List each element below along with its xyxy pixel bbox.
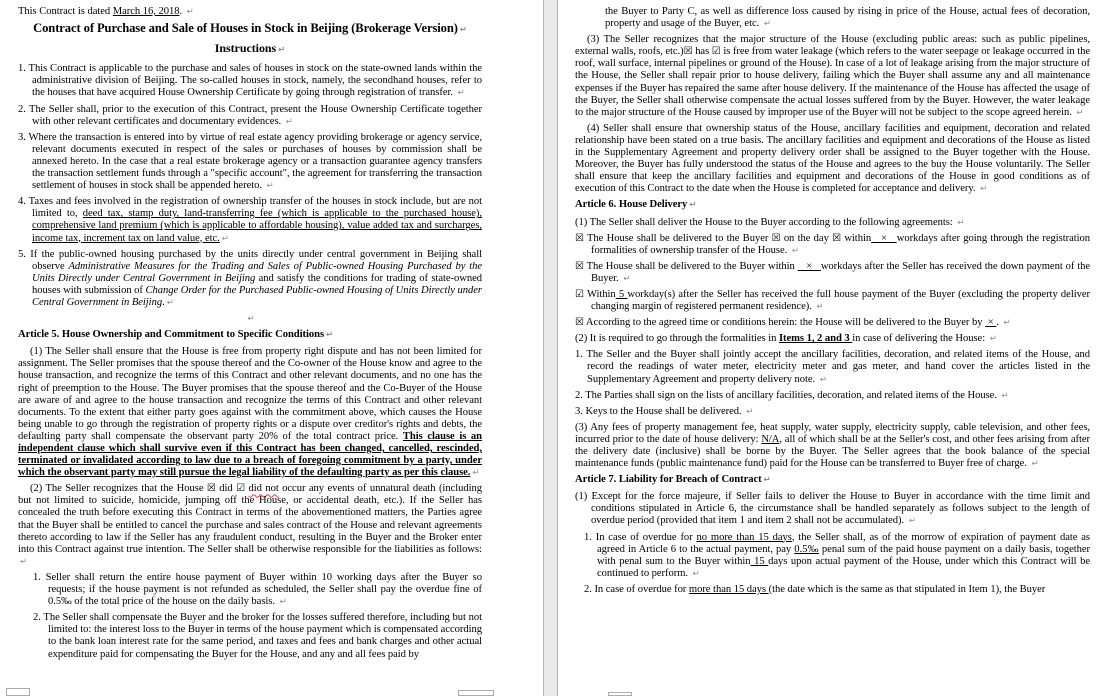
text-run: Administrative Measures for the Trading and Sales of Public-owned Housing Purchased by the Units Directly under Central Government in Beijing <box>32 260 482 284</box>
paragraph-mark-icon: ↵ <box>247 314 255 325</box>
paragraph-mark-icon: ↵ <box>326 330 334 341</box>
text-run: Article 5. House Ownership and Commitment to Specific Conditions <box>18 329 325 341</box>
page-gap <box>543 0 558 696</box>
text-run: on the day <box>780 232 833 244</box>
clause-5-2 <box>18 483 482 568</box>
paragraph-mark-icon: ↵ <box>1003 318 1011 329</box>
text-run: , the Seller shall, as of the morrow of expiration of payment date as agreed in Article 6 to the actual payment, pay <box>597 531 1090 555</box>
text-run: 1. The Seller and the Buyer shall jointly accept the ancillary facilities, decoration, and related items of the House, and record the readings of water meter, electricity meter and gas meter, and hand cover the articles listed in the Supplementary Agreement and property delivery note. <box>575 349 1090 385</box>
paragraph-mark-icon: ↵ <box>689 200 697 211</box>
text-run: × <box>797 260 821 272</box>
page-left[interactable] <box>0 0 543 696</box>
text-run: deed tax, stamp duty, land-transferring fee (which is applicable to the purchased house), comprehensive land premium (which is applicable to affordable housing), value added tax and surcharges, income tax, increment tax on land value, etc. <box>32 208 482 244</box>
text-run: The House shall be delivered to the Buyer within <box>583 260 798 272</box>
paragraph-mark-icon: ↵ <box>221 233 229 244</box>
text-run: This Contract is dated <box>18 6 113 17</box>
liability-sub-item-2 <box>33 612 482 660</box>
paragraph-mark-icon: ↵ <box>957 217 965 228</box>
text-run: has <box>692 46 712 58</box>
text-run: within <box>841 232 872 244</box>
text-run: 4. Taxes and fees involved in the registration of ownership transfer of the houses in stock include, but are not limited to, <box>18 196 482 220</box>
overdue-item-1 <box>584 532 1090 580</box>
clause-5-4 <box>575 123 1090 196</box>
text-run: 1. Seller shall return the entire house payment of Buyer within 10 working days after the Buyer so requests; if the house payment is not refunded as scheduled, the Seller shall pay the overdue fine of 0.5‰ of the total price of the house on the daily basis. <box>33 571 482 608</box>
paragraph-mark-icon: ↵ <box>459 25 467 36</box>
text-run: is free from water leakage (which refers to the water seepage or leakage occurred in the roof, wall surface, internal pipelines or ground of the House). In case of a lot of leakage arising from the major structure of the House, the Seller shall repair prior to house delivery, failing which the Buyer shall assume any and all maintenance expenses if the Buyer has repaired the same after house delivery. If the maintenance of the House has affected the usage of the Buyer, the Seller shall otherwise compensate the actual losses suffered from by the Buyer. However, the water leakage to the major structure of the House caused by improper use of the Buyer will not be subject to the scope agreed herein. <box>575 46 1090 118</box>
checkbox-check-icon[interactable]: ☑ <box>236 483 246 495</box>
text-run: (2) The Seller recognizes that the House <box>30 483 207 495</box>
text-run: 1. In case of overdue for <box>584 531 697 543</box>
text-run: Items 1, 2 and 3 <box>778 333 853 345</box>
text-run: Contract of Purchase and Sale of Houses in Stock in Beijing (Brokerage Version) <box>33 21 458 36</box>
clause-5-1 <box>18 346 482 479</box>
delivery-option-4 <box>575 317 1090 329</box>
text-run: did not <box>248 483 279 495</box>
checkbox-check-icon[interactable]: ☑ <box>711 46 721 58</box>
instruction-item-1 <box>18 63 482 99</box>
checkbox-x-icon[interactable]: ☒ <box>832 232 842 244</box>
delivery-option-3 <box>575 289 1090 313</box>
text-run: workday(s) after the Seller has received the full house payment of the Buyer (excluding the property deliver changing margin of registered permanent residence). <box>591 288 1090 313</box>
text-run: Article 7. Liability for Breach of Contract <box>575 474 762 486</box>
clause-5-3 <box>575 34 1090 119</box>
paragraph-mark-icon: ↵ <box>278 45 286 56</box>
text-run: According to the agreed time or conditions herein: the House will be delivered to the Buyer by <box>583 317 986 329</box>
footer-frame-fragment <box>6 688 30 696</box>
text-run: 2. The Parties shall sign on the lists of ancillary facilities, decoration, and related items of the House. <box>575 389 1000 401</box>
text-run: × <box>985 317 997 329</box>
text-run: 15 <box>750 555 769 567</box>
paragraph-mark-icon: ↵ <box>266 181 274 192</box>
checkbox-x-icon[interactable]: ☒ <box>206 483 216 495</box>
instructions-title <box>18 42 482 56</box>
text-run: 2. The Seller shall compensate the Buyer and the broker for the losses suffered therefore, including but not limited to: the interest loss to the Buyer in terms of the house payment which is compensated according to the bank loan interest rate for the same period, and taxes and fees and bank charges and other actual expenditure paid for compensating the Buyer for the House, and any and all fees paid by <box>33 612 482 660</box>
text-run: March 16, 2018 <box>112 6 180 17</box>
paragraph-mark-icon: ↵ <box>1001 390 1009 401</box>
text-run: (1) The Seller shall deliver the House to the Buyer according to the following agreements: <box>575 216 956 228</box>
clause-6-3 <box>575 422 1090 470</box>
paragraph-mark-icon: ↵ <box>186 7 194 17</box>
text-run: (1) The Seller shall ensure that the House is free from property right dispute and has not been limited for assignment. The Seller promises that the spouse thereof and the Co-owner of the House know and agree to the house transaction, and recognize the terms of this Contract and other relevant documents, and no one has the right of preemption to the House. The Buyer promises that the spouse thereof and the Co-Buyer of the House are aware of and agree to the house transaction and recognize the terms of this Contract and other relevant documents. To the extent that either party goes against with the commitment above, which causes the House being unable to go through the registration of property rights or a dispute over creditor's rights and debts, the defaulting party shall compensate the observant party 20% of the total contract price. <box>18 346 482 442</box>
instruction-item-3 <box>18 132 482 192</box>
date-line <box>18 6 482 18</box>
checkbox-x-icon[interactable]: ☒ <box>575 260 584 272</box>
text-run: N/A <box>761 433 780 445</box>
formality-item-3 <box>575 406 1090 418</box>
checkbox-x-icon[interactable]: ☒ <box>575 317 584 329</box>
paragraph-mark-icon: ↵ <box>763 19 771 30</box>
article-7-heading <box>575 474 1090 486</box>
text-run: 3. Keys to the House shall be delivered. <box>575 405 745 417</box>
footer-frame-fragment <box>608 692 632 696</box>
paragraph-mark-icon: ↵ <box>1031 459 1039 470</box>
text-run: (1) Except for the force majeure, if Seller fails to deliver the House to Buyer in accordance with the time limit and conditions stipulated in Article 6, the circumstance shall be handled separately as follows subject to the length of overdue period (provided that item 1 and item 2 shall not be accumulated). <box>575 491 1090 527</box>
article-5-heading <box>18 329 482 341</box>
text-run: Article 6. House Delivery <box>575 199 688 211</box>
paragraph-mark-icon: ↵ <box>285 116 293 127</box>
clause-7-1 <box>575 491 1090 527</box>
text-run: 5. If the public-owned housing purchased by the units directly under central government in Beijing shall observe <box>18 248 482 272</box>
text-run: (3) Any fees of property management fee, heat supply, water supply, electricity supply, cable television, and other fees, incurred prior to the date of house delivery: <box>575 421 1090 445</box>
text-run: Instructions <box>214 41 277 56</box>
text-run: occur any events of unnatural death (including but not limited to suicide, homicide, jumping off the House, or accidental death, etc.). If the Seller has concealed the truth before executing this Contract in terms of the abovementioned matters, the Parties agree that the Buyer shall be entitled to cancel the purchase and sales contract of the House and relevant agreements thereto according to law if the Seller has any fraudulent conduct, resulting in the Buyer and the Broker enter into this Contract against true intention. The Seller shall be otherwise responsible for the liabilities as follows: <box>18 483 483 555</box>
text-run: penal sum of the paid house payment on a daily basis, together with penal sum to the Buyer within <box>597 543 1090 567</box>
formality-item-1 <box>575 349 1090 385</box>
text-run: 2. The Seller shall, prior to the execution of this Contract, present the House Ownership Certificate together with other relevant certificates and documentary evidences. <box>18 103 482 127</box>
article-6-heading <box>575 199 1090 211</box>
text-run: The House shall be delivered to the Buyer <box>583 232 772 244</box>
page-right[interactable] <box>558 0 1107 696</box>
text-run: . <box>179 6 185 17</box>
text-run: . <box>162 296 165 308</box>
liability-sub-item-1 <box>33 572 482 608</box>
text-run: Change Order for the Purchased Public-owned Housing of Units Directly under Central Government in Beijing <box>32 284 482 308</box>
footer-frame-fragment <box>458 690 494 696</box>
paragraph-mark-icon: ↵ <box>908 516 916 527</box>
paragraph-mark-icon: ↵ <box>692 568 700 579</box>
formality-item-2 <box>575 390 1090 402</box>
paragraph-mark-icon: ↵ <box>816 302 824 313</box>
text-run: days upon actual payment of the House, under which this Contract will be continued to perform. <box>597 555 1090 579</box>
text-run: more than 15 days <box>688 583 769 595</box>
text-run: 0.5‰ <box>794 543 819 555</box>
delivery-option-2 <box>575 261 1090 285</box>
text-run: in case of delivering the House: <box>852 333 988 345</box>
paragraph-mark-icon: ↵ <box>791 245 799 256</box>
paragraph-mark-icon: ↵ <box>1076 107 1084 118</box>
paragraph-mark-icon: ↵ <box>20 556 28 567</box>
text-run: (2) It is required to go through the formalities in <box>575 333 779 345</box>
paragraph-mark-icon: ↵ <box>746 406 754 417</box>
empty-paragraph <box>18 313 482 325</box>
contract-title <box>18 22 482 36</box>
text-run: 2. In case of overdue for <box>584 583 689 595</box>
text-run: 5 <box>615 288 628 300</box>
text-run: (4) Seller shall ensure that ownership status of the House, ancillary facilities and equipment, decoration and related relationship have been stated on a true basis. The ancillary facilities and equipment and decorations of the House as listed in the Supplementary Agreement and property delivery order shall be assigned to the Buyer together with the House. Moreover, the Buyer has fully understood the status of the House and agrees to the buy the House voluntarily. The Seller shall ensure that keep the ancillary facilities and equipment and decorations of the House in good conditions as of execution of this Contract to the date when the House is completed for acceptance and delivery. <box>575 122 1090 195</box>
instruction-item-2 <box>18 104 482 128</box>
text-run: workdays after the Seller has received the down payment of the Buyer. <box>591 260 1090 284</box>
paragraph-mark-icon: ↵ <box>763 475 771 486</box>
paragraph-mark-icon: ↵ <box>623 273 631 284</box>
paragraph-mark-icon: ↵ <box>819 374 827 385</box>
text-run: did <box>215 483 237 495</box>
paragraph-mark-icon: ↵ <box>989 334 997 345</box>
text-run: × <box>871 232 897 244</box>
liability-sub-item-2-continuation <box>605 6 1090 30</box>
paragraph-mark-icon: ↵ <box>472 468 480 479</box>
delivery-option-1 <box>575 233 1090 257</box>
text-run: the Buyer to Party C, as well as difference loss caused by rising in price of the House, actual fees of decoration, property and usage of the Buyer, etc. <box>605 6 1090 30</box>
instruction-item-4 <box>18 196 482 244</box>
clause-6-1 <box>575 217 1090 229</box>
checkbox-x-icon[interactable]: ☒ <box>771 232 781 244</box>
overdue-item-2 <box>584 584 1090 596</box>
text-run: Within <box>583 288 616 300</box>
clause-6-2 <box>575 333 1090 345</box>
paragraph-mark-icon: ↵ <box>457 88 465 99</box>
paragraph-mark-icon: ↵ <box>980 184 988 195</box>
text-run: 1. This Contract is applicable to the purchase and sales of houses in stock on the state-owned lands within the administrative division of Beijing. The so-called houses in stock, namely, the secondhand houses, refer to the houses that have acquired House Ownership Certificate by going through registration of transfer. <box>18 63 482 99</box>
text-run: . <box>996 317 1002 329</box>
text-run: , all of which shall be at the Seller's cost, and other fees arising from after the delivery date (inclusive) shall be borne by the Buyer. The Seller agrees that the book balance of the special maintenance funds (public maintenance fund) paid for the House can be transferred to Buyer free of charge. <box>575 433 1090 470</box>
text-run: no more than 15 days <box>696 531 792 543</box>
instruction-item-5 <box>18 249 482 309</box>
text-run: (3) The Seller recognizes that the major structure of the House (excluding public areas: such as public pipelines, external walls, roofs, etc.) <box>575 34 1090 58</box>
text-run: This clause is an independent clause which shall survive even if this Contract has been changed, cancelled, rescinded, terminated or invalidated according to law due to a breach of foregoing commitment by a party, under which the observant party may still pursue the legal liability of the defaulting party as per this clause. <box>18 430 482 479</box>
checkbox-x-icon[interactable]: ☒ <box>575 232 584 244</box>
text-run: and satisfy the conditions for trading of state-owned houses with submission of <box>32 272 482 296</box>
paragraph-mark-icon: ↵ <box>279 597 287 608</box>
text-run: (the date which is the same as that stipulated in Item 1), the Buyer <box>768 583 1046 595</box>
checkbox-x-icon[interactable]: ☒ <box>683 46 693 58</box>
text-run: 3. Where the transaction is entered into by virtue of real estate agency providing brokerage or agency service, relevant documents executed in respect of the sales or purchases of houses by commission shall be annexed hereto. In the case that a real estate brokerage agency or a transaction guarantee agency transfers the transaction settlement funds through a "specific account", the agreement for transferring the transaction settlement of houses in stock shall be appended hereto. <box>18 131 482 192</box>
text-run: workdays after going through the registration formalities of ownership transfer of the House. <box>591 232 1091 256</box>
paragraph-mark-icon: ↵ <box>166 297 174 308</box>
checkbox-check-icon[interactable]: ☑ <box>575 288 584 300</box>
